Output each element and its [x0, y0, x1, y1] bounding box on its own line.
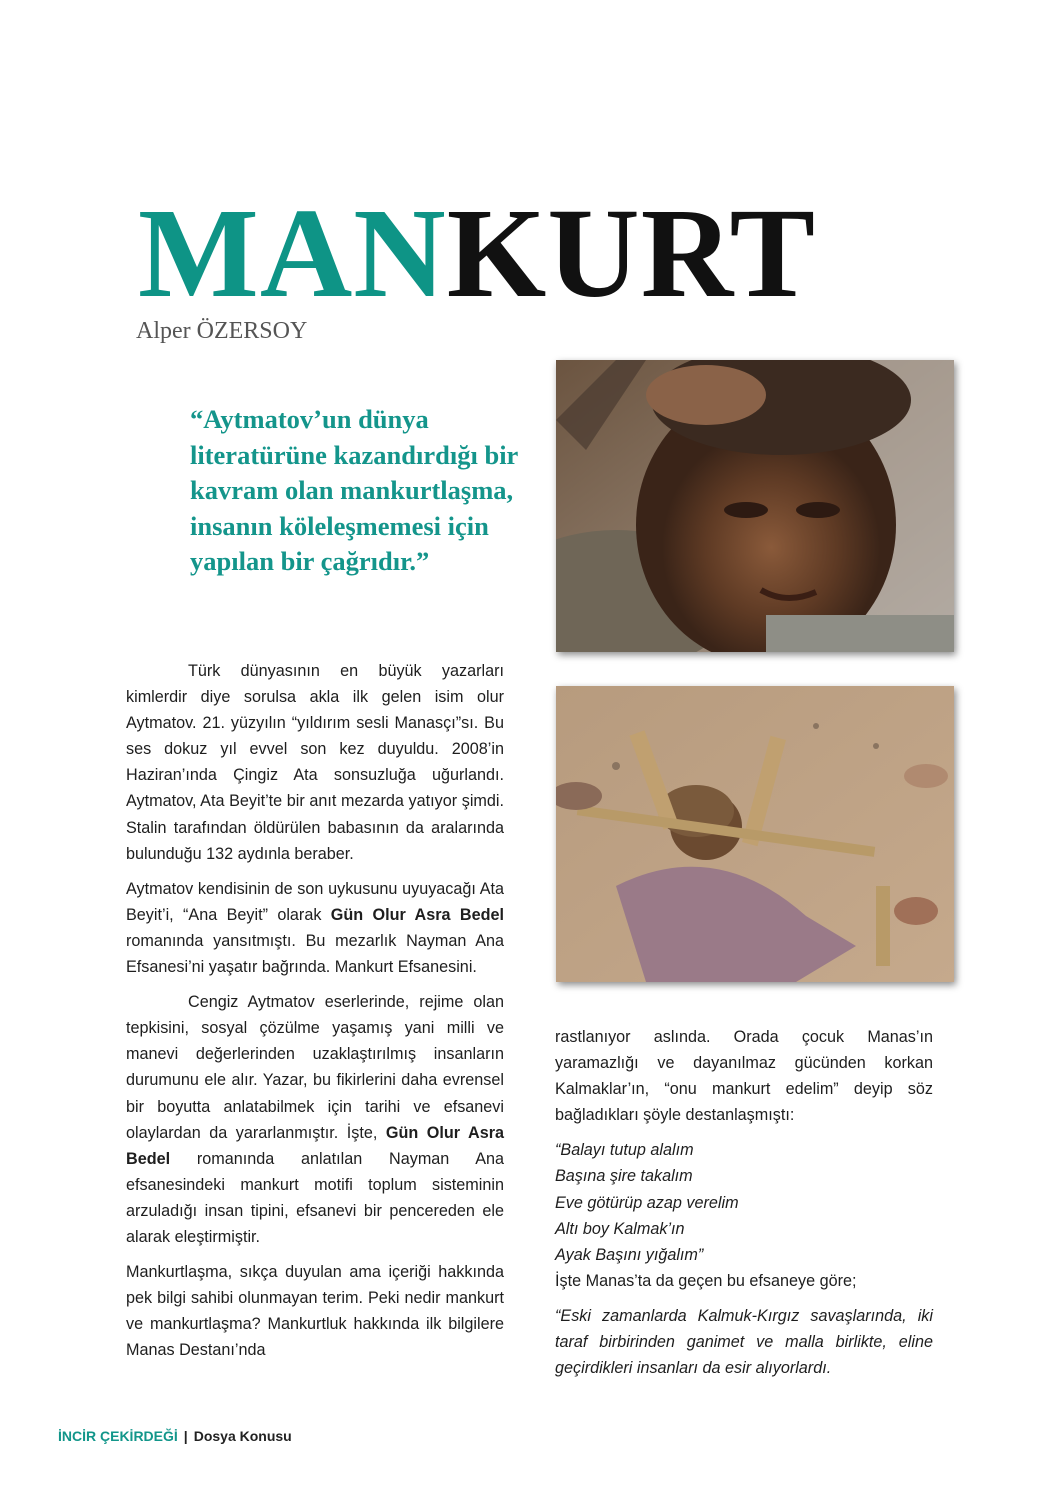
body-paragraph	[126, 989, 504, 1250]
body-paragraph	[126, 876, 504, 980]
verse-line: Eve götürüp azap verelim	[555, 1193, 739, 1212]
article-column-right	[555, 1024, 933, 1390]
article-column-left	[126, 658, 504, 1372]
verse-line: “Balayı tutup alalım	[555, 1141, 694, 1160]
title-part-kurt: KURT	[446, 182, 816, 324]
section-label: Dosya Konusu	[193, 1428, 292, 1444]
body-paragraph: Türk dünyasının en büyük yazarları kimlerdir diye sorulsa akla ilk gelen isim olur Aytmatov. 21. yüzyılın “yıldırım sesli Manasçı”sı. Bu ses dokuz yıl evvel son kez duyuldu. 2008’in Haziran’ında Çingiz Ata sonsuzluğa uğurlandı. Aytmatov, Ata Beyit’te bir anıt mezarda yatıyor şimdi. Stalin tarafından öldürülen babasının da aralarında bulunduğu 132 aydınla beraber.	[126, 662, 504, 863]
quote-paragraph-italic: “Eski zamanlarda Kalmuk-Kırgız savaşlarında, iki taraf birbirinden ganimet ve malla birlikte, eline geçirdikleri insanları da esir alıyorlardı.	[555, 1306, 933, 1378]
body-paragraph: İşte Manas’ta da geçen bu efsaneye göre;	[555, 1271, 857, 1290]
text-run: romanında anlatılan Nayman Ana efsanesindeki mankurt motifi toplum sisteminin arzuladığı insan tipini, efsanevi bir pencereden ele alarak eleştirmiştir.	[126, 1149, 504, 1246]
text-run: Cengiz Aytmatov eserlerinde, rejime olan tepkisini, sosyal çözülme yaşamış yani milli ve manevi değerlerinden uzaklaştırılmış insanların durumunu ele alır. Yazar, bu fikirlerini daha evrensel bir boyutta anlatabilmek için tarihi ve efsanevi olaylardan da yararlanmıştır. İşte,	[126, 993, 504, 1142]
body-paragraph: Mankurtlaşma, sıkça duyulan ama içeriği hakkında pek bilgi sahibi olunmayan terim. Peki nedir mankurt ve mankurtlaşma? Mankurtluk hakkında ilk bilgilere Manas Destanı’nda	[126, 1263, 504, 1360]
novel-title-bold: Gün Olur Asra Bedel	[330, 905, 504, 924]
text-run: romanında yansıtmıştı. Bu mezarlık Nayman Ana Efsanesi’ni yaşatır bağrında. Mankurt Efsanesini.	[126, 931, 504, 977]
body-paragraph: rastlanıyor aslında. Orada çocuk Manas’ın yaramazlığı ve dayanılmaz gücünden korkan Kalmaklar’ın, “onu mankurt edelim” deyip söz bağladıkları şöyle destanlaşmıştı:	[555, 1028, 933, 1125]
text-run: Aytmatov kendisinin de son uykusunu uyuyacağı Ata Beyit’i, “Ana Beyit” olarak	[126, 879, 504, 924]
novel-title-bold: Gün Olur Asra Bedel	[126, 1123, 504, 1168]
pull-quote: “Aytmatov’un dünya literatürüne kazandırdığı bir kavram olan mankurtlaşma, insanın köleleşmemesi için yapılan bir çağrıdır.”	[190, 404, 518, 576]
page-footer	[58, 1428, 292, 1444]
article-title	[138, 178, 816, 328]
footer-separator: |	[183, 1428, 188, 1444]
film-still-bound-captive-photo	[556, 686, 954, 982]
film-still-crying-man-photo	[556, 360, 954, 652]
verse-line: Altı boy Kalmak’ın	[555, 1219, 685, 1238]
author-name: Alper ÖZERSOY	[136, 318, 308, 344]
verse-line: Ayak Başını yığalım”	[555, 1245, 704, 1264]
magazine-brand: İNCİR ÇEKİRDEĞİ	[58, 1428, 178, 1444]
title-part-man: MAN	[138, 182, 447, 324]
verse-line: Başına şire takalım	[555, 1167, 693, 1186]
